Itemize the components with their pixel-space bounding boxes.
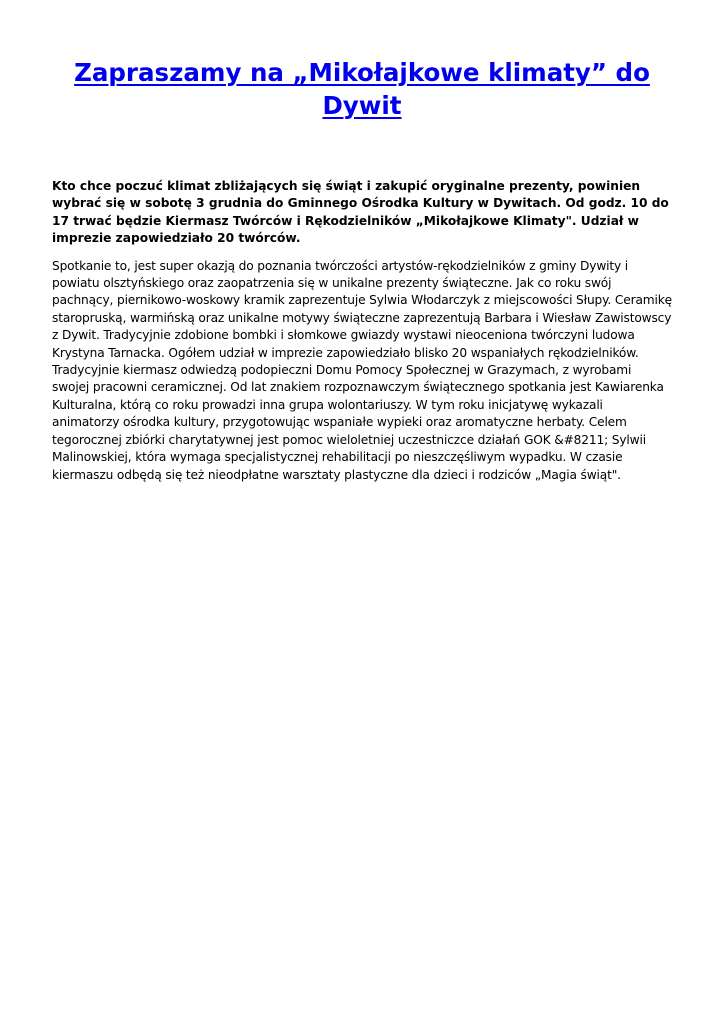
document-page: [52, 0, 672, 484]
article-title-link[interactable]: Zapraszamy na „Mikołajkowe klimaty” do Dywit: [74, 58, 650, 120]
article-lead: Kto chce poczuć klimat zbliżających się świąt i zakupić oryginalne prezenty, powinien wybrać się w sobotę 3 grudnia do Gminnego Ośrodka Kultury w Dywitach. Od godz. 10 do 17 trwać będzie Kiermasz Twórców i Rękodzielników „Mikołajkowe Klimaty". Udział w imprezie zapowiedziało 20 twórców.: [52, 179, 669, 246]
article-title: [52, 56, 672, 122]
article-body: Spotkanie to, jest super okazją do poznania twórczości artystów-rękodzielników z gminy Dywity i powiatu olsztyńskiego oraz zaopatrzenia się w unikalne prezenty świąteczne. Jak co roku swój pachnący, piernikowo-woskowy kramik zaprezentuje Sylwia Włodarczyk z miejscowości Słupy. Ceramikę staropruską, warmińską oraz unikalne motywy świąteczne zaprezentują Barbara i Wiesław Zawistowscy z Dywit. Tradycyjnie zdobione bombki i słomkowe gwiazdy wystawi nieoceniona twórczyni ludowa Krystyna Tarnacka. Ogółem udział w imprezie zapowiedziało blisko 20 wspaniałych rękodzielników. Tradycyjnie kiermasz odwiedzą podopieczni Domu Pomocy Społecznej w Grazymach, z wyrobami swojej pracowni ceramicznej. Od lat znakiem rozpoznawczym świątecznego spotkania jest Kawiarenka Kulturalna, którą co roku prowadzi inna grupa wolontariuszy. W tym roku inicjatywę wykazali animatorzy ośrodka kultury, przygotowując wspaniałe wypieki oraz aromatyczne herbaty. Celem tegorocznej zbiórki charytatywnej jest pomoc wieloletniej uczestniczce działań GOK &#8211; Sylwii Malinowskiej, która wymaga specjalistycznej rehabilitacji po nieszczęśliwym wypadku. W czasie kiermaszu odbędą się też nieodpłatne warsztaty plastyczne dla dzieci i rodziców „Magia świąt".: [52, 258, 672, 482]
